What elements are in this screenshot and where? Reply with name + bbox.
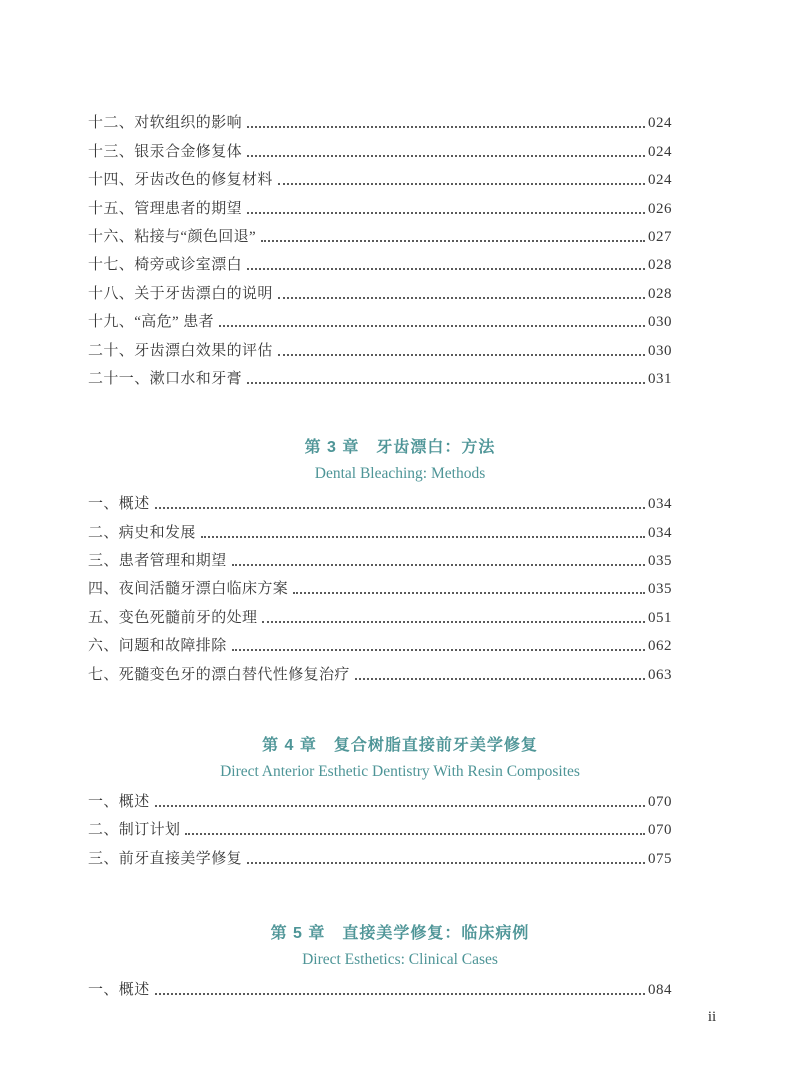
toc-entry-label: 七、死髓变色牙的漂白替代性修复治疗	[88, 666, 350, 683]
toc-entry	[88, 972, 672, 1000]
toc-entry-page-number: 084	[648, 982, 672, 999]
toc-entry-page-number: 030	[648, 314, 672, 331]
dot-leader	[155, 993, 645, 995]
dot-leader	[278, 183, 645, 185]
toc-entry	[88, 361, 672, 389]
toc-entry-page-number: 063	[648, 666, 672, 683]
toc-entry-label: 十二、对软组织的影响	[88, 115, 243, 132]
dot-leader	[219, 325, 645, 327]
toc-section	[88, 105, 672, 389]
toc-entry-page-number: 031	[648, 370, 672, 387]
toc-entry-label: 二十、牙齿漂白效果的评估	[88, 342, 273, 359]
toc-section	[88, 922, 672, 1000]
chapter-heading	[108, 922, 692, 971]
toc-entry	[88, 784, 672, 812]
toc-section	[88, 734, 672, 869]
toc-entry-page-number: 028	[648, 257, 672, 274]
toc-entry	[88, 486, 672, 514]
dot-leader	[155, 805, 645, 807]
toc-entry	[88, 812, 672, 840]
toc-entry-label: 十五、管理患者的期望	[88, 200, 243, 217]
dot-leader	[247, 862, 645, 864]
chapter-title-english: Dental Bleaching: Methods	[314, 464, 486, 482]
toc-entry-label: 十九、“高危” 患者	[88, 314, 215, 331]
toc-entry	[88, 840, 672, 868]
dot-leader	[155, 507, 645, 509]
dot-leader	[261, 240, 645, 242]
dot-leader	[355, 678, 645, 680]
chapter-title-chinese: 第 4 章 复合树脂直接前牙美学修复	[262, 736, 538, 754]
toc-entry-label: 六、问题和故障排除	[88, 638, 227, 655]
toc-entry	[88, 332, 672, 360]
toc-entry-page-number: 070	[648, 822, 672, 839]
toc-entry-label: 二、制订计划	[88, 822, 181, 839]
toc-entry-label: 三、前牙直接美学修复	[88, 850, 243, 867]
toc-entry-page-number: 030	[648, 342, 672, 359]
toc-entry-label: 十八、关于牙齿漂白的说明	[88, 285, 273, 302]
toc-entry-page-number: 070	[648, 794, 672, 811]
toc-entry	[88, 571, 672, 599]
toc-entry-label: 二十一、漱口水和牙膏	[88, 370, 243, 387]
dot-leader	[247, 155, 645, 157]
toc-entry-label: 四、夜间活髓牙漂白临床方案	[88, 581, 289, 598]
toc-entry-label: 十四、牙齿改色的修复材料	[88, 172, 273, 189]
toc-entry-page-number: 051	[648, 609, 672, 626]
toc-entry	[88, 162, 672, 190]
toc-entry-label: 一、概述	[88, 794, 150, 811]
dot-leader	[293, 592, 645, 594]
toc-entry	[88, 133, 672, 161]
toc-entry	[88, 514, 672, 542]
toc-entry-page-number: 075	[648, 850, 672, 867]
dot-leader	[278, 297, 645, 299]
toc-entry-page-number: 024	[648, 172, 672, 189]
dot-leader	[232, 649, 645, 651]
toc-entry-page-number: 026	[648, 200, 672, 217]
toc-entry-label: 二、病史和发展	[88, 524, 196, 541]
toc-entry-page-number: 035	[648, 553, 672, 570]
dot-leader	[247, 268, 645, 270]
toc-entry	[88, 247, 672, 275]
toc-entry-label: 一、概述	[88, 982, 150, 999]
chapter-title-chinese: 第 5 章 直接美学修复：临床病例	[270, 924, 530, 942]
toc-entry-label: 三、患者管理和期望	[88, 553, 227, 570]
footer-page-number: ii	[707, 1009, 717, 1025]
toc-entry	[88, 190, 672, 218]
dot-leader	[201, 536, 645, 538]
toc-entry-label: 十六、粘接与“颜色回退”	[88, 228, 257, 245]
toc-section	[88, 436, 672, 685]
toc-entry	[88, 304, 672, 332]
toc-entry-page-number: 034	[648, 524, 672, 541]
dot-leader	[278, 354, 645, 356]
toc-entry-label: 十七、椅旁或诊室漂白	[88, 257, 243, 274]
dot-leader	[247, 212, 645, 214]
toc-entry	[88, 219, 672, 247]
toc-entry	[88, 628, 672, 656]
toc-entry-page-number: 027	[648, 228, 672, 245]
chapter-heading	[108, 734, 692, 783]
toc-content	[88, 105, 672, 1000]
toc-entry	[88, 599, 672, 627]
toc-entry-page-number: 034	[648, 496, 672, 513]
dot-leader	[247, 382, 645, 384]
toc-entry-label: 五、变色死髓前牙的处理	[88, 609, 258, 626]
chapter-title-english: Direct Esthetics: Clinical Cases	[302, 950, 498, 968]
toc-entry-page-number: 024	[648, 115, 672, 132]
dot-leader	[247, 126, 645, 128]
chapter-title-chinese: 第 3 章 牙齿漂白：方法	[304, 438, 496, 456]
toc-entry-label: 十三、银汞合金修复体	[88, 143, 243, 160]
toc-entry	[88, 656, 672, 684]
toc-entry-page-number: 062	[648, 638, 672, 655]
toc-entry-page-number: 028	[648, 285, 672, 302]
dot-leader	[262, 621, 645, 623]
toc-entry-label: 一、概述	[88, 496, 150, 513]
toc-entry	[88, 275, 672, 303]
dot-leader	[185, 833, 645, 835]
toc-entry-page-number: 024	[648, 143, 672, 160]
chapter-heading	[108, 436, 692, 485]
dot-leader	[232, 564, 645, 566]
chapter-title-english: Direct Anterior Esthetic Dentistry With Resin Composites	[220, 762, 580, 780]
toc-entry	[88, 543, 672, 571]
toc-entry-page-number: 035	[648, 581, 672, 598]
toc-entry	[88, 105, 672, 133]
